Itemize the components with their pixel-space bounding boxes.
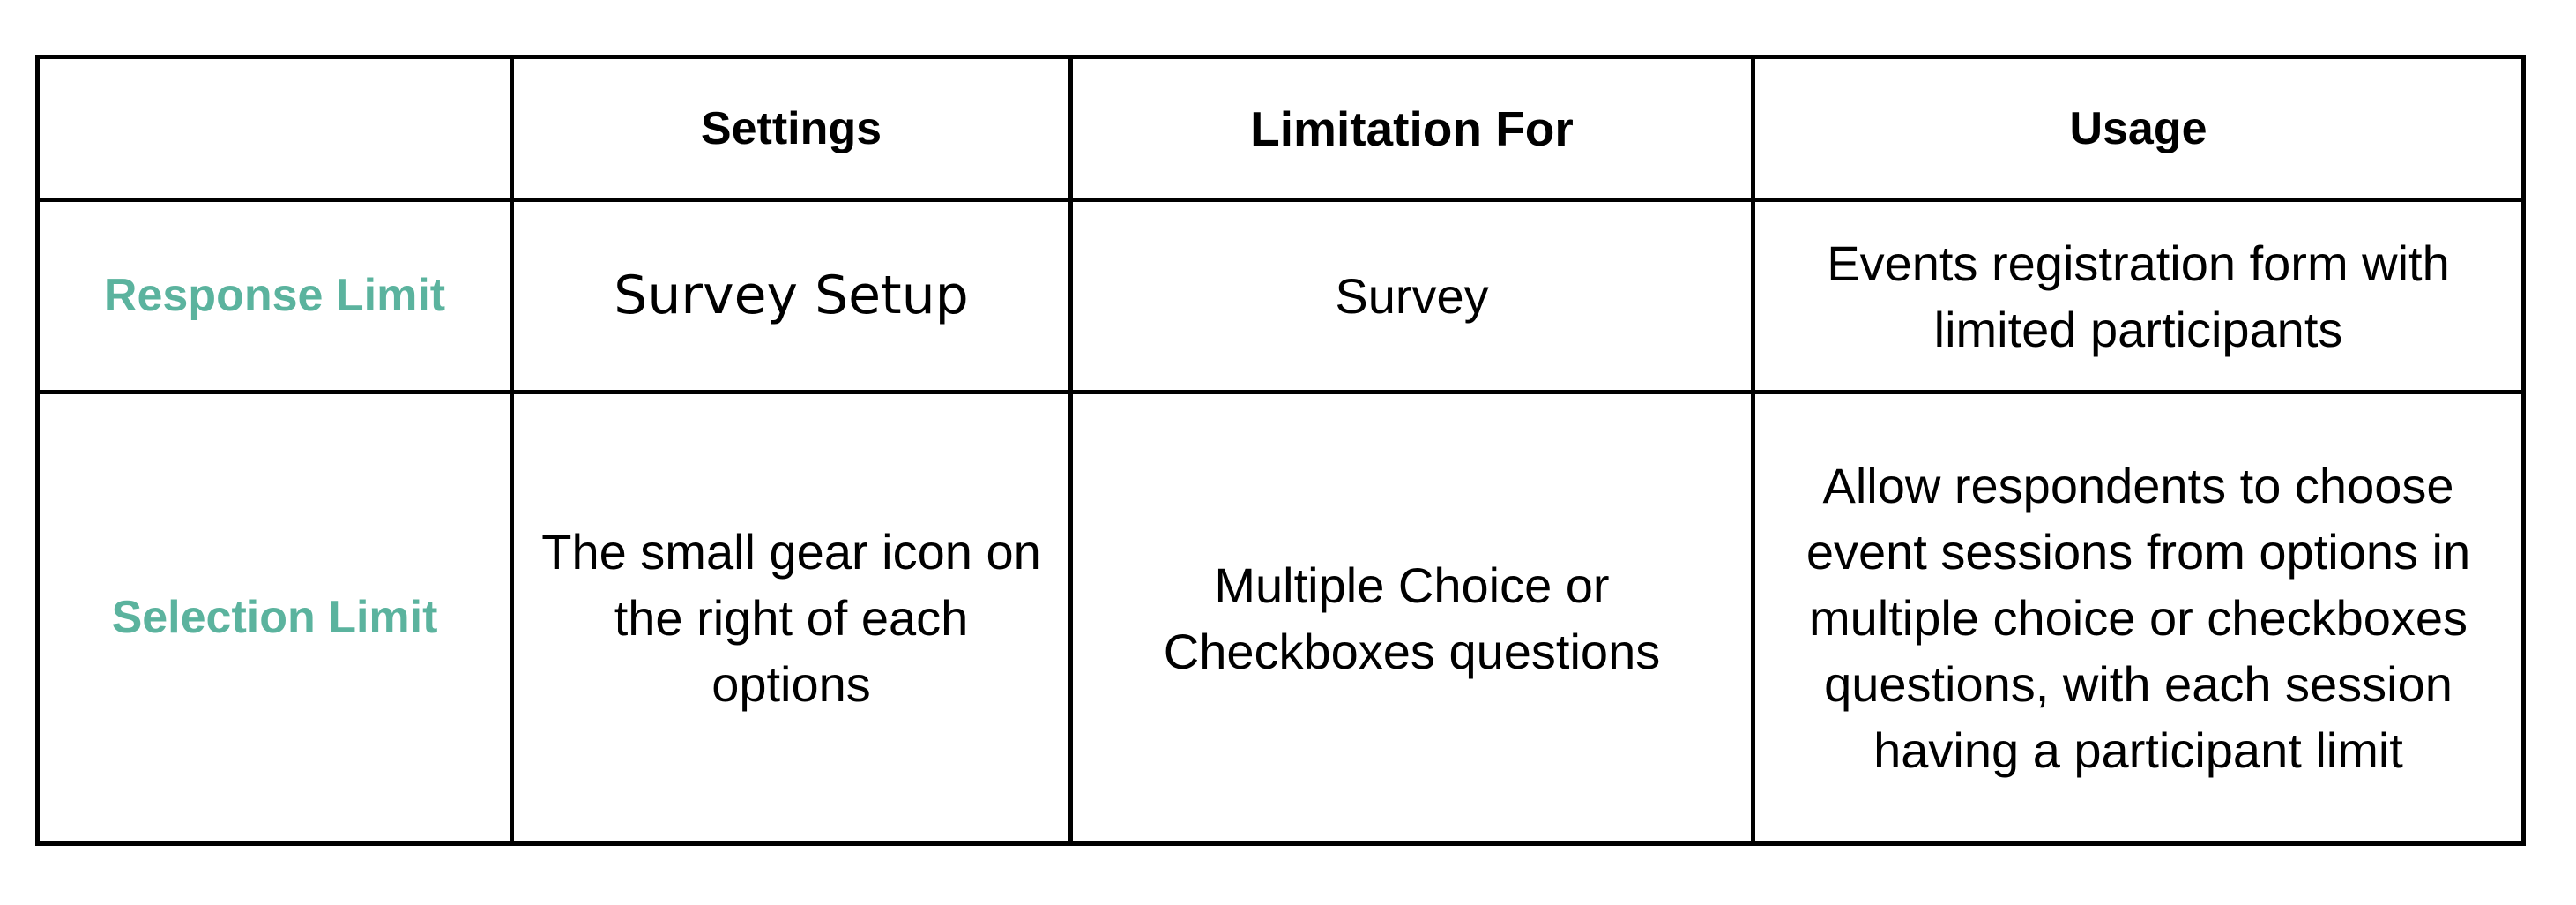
row-label-selection-limit: Selection Limit	[38, 393, 512, 844]
header-limitation-for: Limitation For	[1071, 57, 1753, 200]
cell-settings-response-limit: Survey Setup	[512, 200, 1071, 393]
table-row-response-limit	[38, 200, 2524, 393]
cell-usage-response-limit: Events registration form with limited participants	[1753, 200, 2524, 393]
cell-limitation-selection-limit: Multiple Choice or Checkboxes questions	[1071, 393, 1753, 844]
header-usage: Usage	[1753, 57, 2524, 200]
header-settings: Settings	[512, 57, 1071, 200]
comparison-table-container	[35, 55, 2526, 846]
cell-usage-selection-limit: Allow respondents to choose event sessions from options in multiple choice or checkboxes questions, with each session having a participant limit	[1753, 393, 2524, 844]
row-label-response-limit: Response Limit	[38, 200, 512, 393]
cell-limitation-response-limit: Survey	[1071, 200, 1753, 393]
header-empty-cell	[38, 57, 512, 200]
table-row-selection-limit	[38, 393, 2524, 844]
cell-settings-selection-limit: The small gear icon on the right of each options	[512, 393, 1071, 844]
table-header-row	[38, 57, 2524, 200]
limits-comparison-table	[35, 55, 2526, 846]
